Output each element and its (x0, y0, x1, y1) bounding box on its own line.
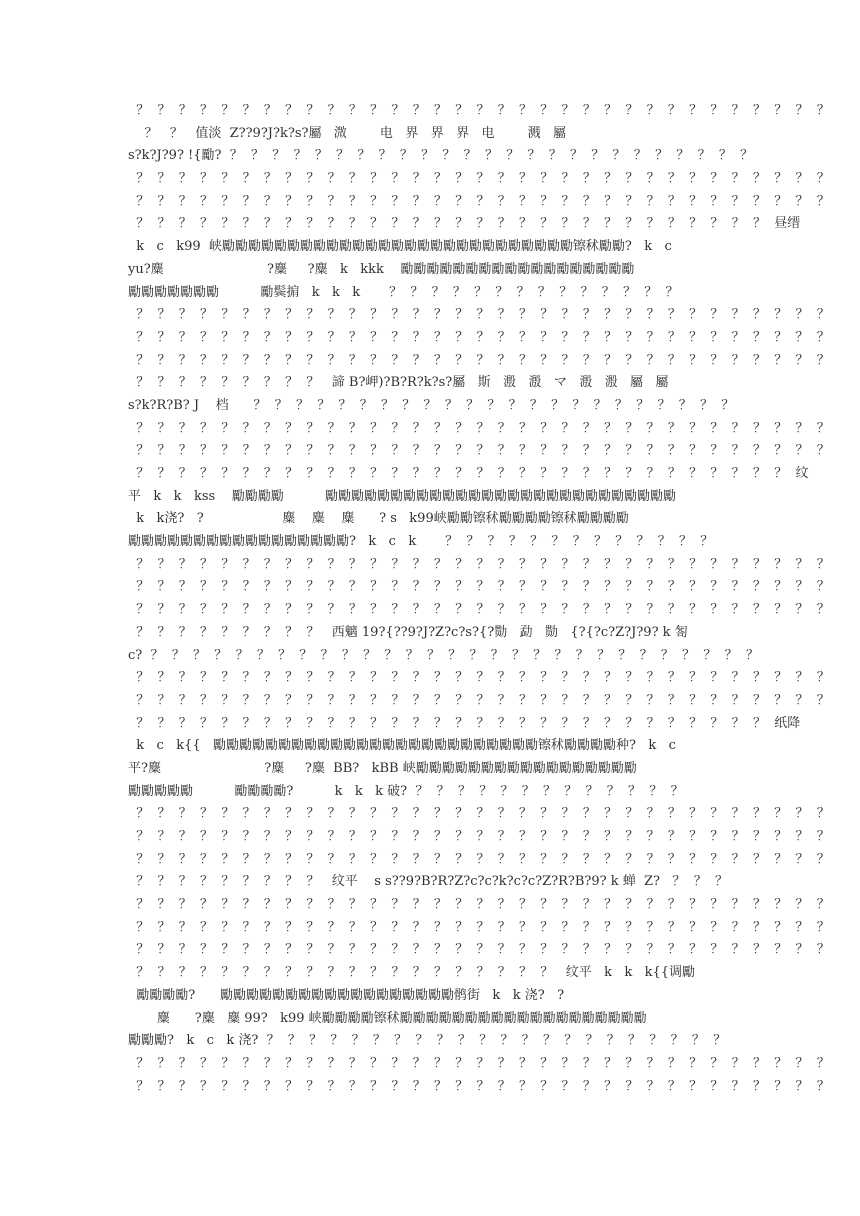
text-line: ？ ？ ？ ？ ？ ？ ？ ？ ？ ？ ？ ？ ？ ？ ？ ？ ？ ？ ？ ？ ？ ？ ？ ？ ？ ？ ？ ？ ？ ？ ？ ？ ？ (128, 1055, 830, 1071)
text-line: ？ ？ ？ ？ ？ ？ ？ ？ ？ 西魑 19?{??9?J?Z?c?s?{?勚 勐 勚 {?{?c?Z?J?9? k 匒 (128, 624, 688, 640)
text-line: ？ ？ ？ ？ ？ ？ ？ ？ ？ ？ ？ ？ ？ ？ ？ ？ ？ ？ ？ ？ ？ ？ ？ ？ ？ ？ ？ ？ ？ ？ ？ ？ ？ (128, 420, 830, 436)
text-line: k k浇? ? 麋 麋 麋 ? s k99峡勵勵镲秫勵勵勵勵镲秫勵勵勵勵 (128, 511, 629, 527)
text-line: ？ ？ ？ ？ ？ ？ ？ ？ ？ ？ ？ ？ ？ ？ ？ ？ ？ ？ ？ ？ ？ ？ ？ ？ ？ ？ ？ ？ ？ ？ 昼缙 (128, 216, 801, 232)
text-line: ？ ？ ？ ？ ？ ？ ？ ？ ？ 諦 B?岬)?B?R?k?s?屬 斯 溵 溵 マ 溵 溵 屬 屬 (128, 375, 669, 391)
text-line: ？ ？ ？ ？ ？ ？ ？ ？ ？ ？ ？ ？ ？ ？ ？ ？ ？ ？ ？ ？ ？ ？ ？ ？ ？ ？ ？ ？ ？ ？ ？ ？ ？ (128, 352, 830, 368)
text-line: 勵勵勵勵勵 勵勵勵勵? k k k 破? ？ ？ ？ ？ ？ ？ ？ ？ ？ ？ ？ ？ ？ (128, 783, 684, 799)
text-line: ？ ？ ？ ？ ？ ？ ？ ？ ？ ？ ？ ？ ？ ？ ？ ？ ？ ？ ？ ？ ？ ？ ？ ？ ？ ？ ？ ？ ？ ？ 纸降 (128, 715, 801, 731)
text-line: 平 k k kss 勵勵勵勵 勵勵勵勵勵勵勵勵勵勵勵勵勵勵勵勵勵勵勵勵勵勵勵勵勵勵勵 (128, 488, 677, 504)
text-line: ？ ？ ？ ？ ？ ？ ？ ？ ？ ？ ？ ？ ？ ？ ？ ？ ？ ？ ？ ？ ？ ？ ？ ？ ？ ？ ？ ？ ？ ？ ？ ？ ？ (128, 602, 830, 618)
text-line: k c k99 峡勵勵勵勵勵勵勵勵勵勵勵勵勵勵勵勵勵勵勵勵勵勵勵勵勵勵勵镲秫勵勵? k c (128, 239, 672, 255)
text-line: ？ ？ ？ ？ ？ ？ ？ ？ ？ ？ ？ ？ ？ ？ ？ ？ ？ ？ ？ ？ ？ ？ ？ ？ ？ ？ ？ ？ ？ ？ ？ ？ ？ (128, 897, 830, 913)
text-line: ？ ？ ？ ？ ？ ？ ？ ？ ？ ？ ？ ？ ？ ？ ？ ？ ？ ？ ？ ？ 纹平 k k k{{调勵 (128, 965, 696, 981)
text-line: ？ ？ 值淡 Z??9?J?k?s?屬 溦 电 界 界 界 电 溅 屬 (128, 125, 566, 141)
text-line: 平?麋 ?麋 ?麋 BB? kBB 峡勵勵勵勵勵勵勵勵勵勵勵勵勵勵勵勵勵 (128, 760, 637, 776)
text-line: ？ ？ ？ ？ ？ ？ ？ ？ ？ ？ ？ ？ ？ ？ ？ ？ ？ ？ ？ ？ ？ ？ ？ ？ ？ ？ ？ ？ ？ ？ ？ ？ ？ (128, 851, 830, 867)
text-line: ？ ？ ？ ？ ？ ？ ？ ？ ？ ？ ？ ？ ？ ？ ？ ？ ？ ？ ？ ？ ？ ？ ？ ？ ？ ？ ？ ？ ？ ？ ？ ？ ？ (128, 556, 830, 572)
text-line: ？ ？ ？ ？ ？ ？ ？ ？ ？ ？ ？ ？ ？ ？ ？ ？ ？ ？ ？ ？ ？ ？ ？ ？ ？ ？ ？ ？ ？ ？ ？ ？ ？ (128, 1078, 830, 1094)
text-line: ？ ？ ？ ？ ？ ？ ？ ？ ？ 纹平 s s??9?B?R?Z?c?c?k?c?c?Z?R?B?9? k 蝉 Z? ？ ？ ？ (128, 874, 728, 890)
text-line: ？ ？ ？ ？ ？ ？ ？ ？ ？ ？ ？ ？ ？ ？ ？ ？ ？ ？ ？ ？ ？ ？ ？ ？ ？ ？ ？ ？ ？ ？ ？ ？ ？ (128, 171, 830, 187)
text-line: ？ ？ ？ ？ ？ ？ ？ ？ ？ ？ ？ ？ ？ ？ ？ ？ ？ ？ ？ ？ ？ ？ ？ ？ ？ ？ ？ ？ ？ ？ ？ ？ ？ (128, 919, 830, 935)
text-line: 勵勵勵勵勵勵勵 勵鬓掮 k k k ？ ？ ？ ？ ？ ？ ？ ？ ？ ？ ？ ？ ？ ？ (128, 284, 679, 300)
text-line: ？ ？ ？ ？ ？ ？ ？ ？ ？ ？ ？ ？ ？ ？ ？ ？ ？ ？ ？ ？ ？ ？ ？ ？ ？ ？ ？ ？ ？ ？ ？ ？ ？ (128, 829, 830, 844)
text-line: s?k?R?B? J 档 ？ ？ ？ ？ ？ ？ ？ ？ ？ ？ ？ ？ ？ ？ ？ ？ ？ ？ ？ ？ ？ ？ ？ (128, 397, 735, 413)
text-line: ？ ？ ？ ？ ？ ？ ？ ？ ？ ？ ？ ？ ？ ？ ？ ？ ？ ？ ？ ？ ？ ？ ？ ？ ？ ？ ？ ？ ？ ？ ？ ？ ？ (128, 692, 830, 708)
text-line: ？ ？ ？ ？ ？ ？ ？ ？ ？ ？ ？ ？ ？ ？ ？ ？ ？ ？ ？ ？ ？ ？ ？ ？ ？ ？ ？ ？ ？ ？ ？ ？ ？ (128, 443, 830, 459)
garbled-text-body (128, 100, 830, 1098)
text-line: ？ ？ ？ ？ ？ ？ ？ ？ ？ ？ ？ ？ ？ ？ ？ ？ ？ ？ ？ ？ ？ ？ ？ ？ ？ ？ ？ ？ ？ ？ ？ 纹 (128, 466, 809, 481)
text-line: 勵勵勵勵勵勵勵勵勵勵勵勵勵勵勵勵勵? k c k ？ ？ ？ ？ ？ ？ ？ ？ ？ ？ ？ ？ ？ (128, 534, 714, 550)
text-line: 勵勵勵勵? 勵勵勵勵勵勵勵勵勵勵勵勵勵勵勵勵勵勵鹘街 k k 浇? ? (128, 987, 565, 1003)
text-line: ？ ？ ？ ？ ？ ？ ？ ？ ？ ？ ？ ？ ？ ？ ？ ？ ？ ？ ？ ？ ？ ？ ？ ？ ？ ？ ？ ？ ？ ？ ？ ？ ？ (128, 579, 830, 595)
text-line: s?k?J?9? !{勵? ？ ？ ？ ？ ？ ？ ？ ？ ？ ？ ？ ？ ？ ？ ？ ？ ？ ？ ？ ？ ？ ？ ？ ？ ？ (128, 148, 754, 164)
text-line: c? ？ ？ ？ ？ ？ ？ ？ ？ ？ ？ ？ ？ ？ ？ ？ ？ ？ ？ ？ ？ ？ ？ ？ ？ ？ ？ ？ ？ ？ (128, 647, 759, 663)
text-line: ？ ？ ？ ？ ？ ？ ？ ？ ？ ？ ？ ？ ？ ？ ？ ？ ？ ？ ？ ？ ？ ？ ？ ？ ？ ？ ？ ？ ？ ？ ？ ？ ？ (128, 103, 830, 118)
text-line: ？ ？ ？ ？ ？ ？ ？ ？ ？ ？ ？ ？ ？ ？ ？ ？ ？ ？ ？ ？ ？ ？ ？ ？ ？ ？ ？ ？ ？ ？ ？ ？ ？ (128, 670, 830, 686)
text-line: 麋 ?麋 麋 99? k99 峡勵勵勵勵镲秫勵勵勵勵勵勵勵勵勵勵勵勵勵勵勵勵勵勵勵 (128, 1010, 647, 1026)
text-line: ？ ？ ？ ？ ？ ？ ？ ？ ？ ？ ？ ？ ？ ？ ？ ？ ？ ？ ？ ？ ？ ？ ？ ？ ？ ？ ？ ？ ？ ？ ？ ？ ？ (128, 942, 830, 958)
text-line: k c k{{ 勵勵勵勵勵勵勵勵勵勵勵勵勵勵勵勵勵勵勵勵勵勵勵勵勵镲秫勵勵勵勵种? k c (128, 738, 676, 754)
text-line: 勵勵勵? k c k 浇? ？ ？ ？ ？ ？ ？ ？ ？ ？ ？ ？ ？ ？ ？ ？ ？ ？ ？ ？ ？ ？ ？ (128, 1033, 727, 1049)
text-line: ？ ？ ？ ？ ？ ？ ？ ？ ？ ？ ？ ？ ？ ？ ？ ？ ？ ？ ？ ？ ？ ？ ？ ？ ？ ？ ？ ？ ？ ？ ？ ？ ？ (128, 806, 830, 822)
text-line: ？ ？ ？ ？ ？ ？ ？ ？ ？ ？ ？ ？ ？ ？ ？ ？ ？ ？ ？ ？ ？ ？ ？ ？ ？ ？ ？ ？ ？ ？ ？ ？ ？ (128, 193, 830, 209)
text-line: ？ ？ ？ ？ ？ ？ ？ ？ ？ ？ ？ ？ ？ ？ ？ ？ ？ ？ ？ ？ ？ ？ ？ ？ ？ ？ ？ ？ ？ ？ ？ ？ ？ (128, 307, 830, 323)
text-line: yu?麋 ?麋 ?麋 k kkk 勵勵勵勵勵勵勵勵勵勵勵勵勵勵勵勵勵勵 (128, 261, 635, 277)
text-line: ？ ？ ？ ？ ？ ？ ？ ？ ？ ？ ？ ？ ？ ？ ？ ？ ？ ？ ？ ？ ？ ？ ？ ？ ？ ？ ？ ？ ？ ？ ？ ？ ？ (128, 329, 830, 345)
